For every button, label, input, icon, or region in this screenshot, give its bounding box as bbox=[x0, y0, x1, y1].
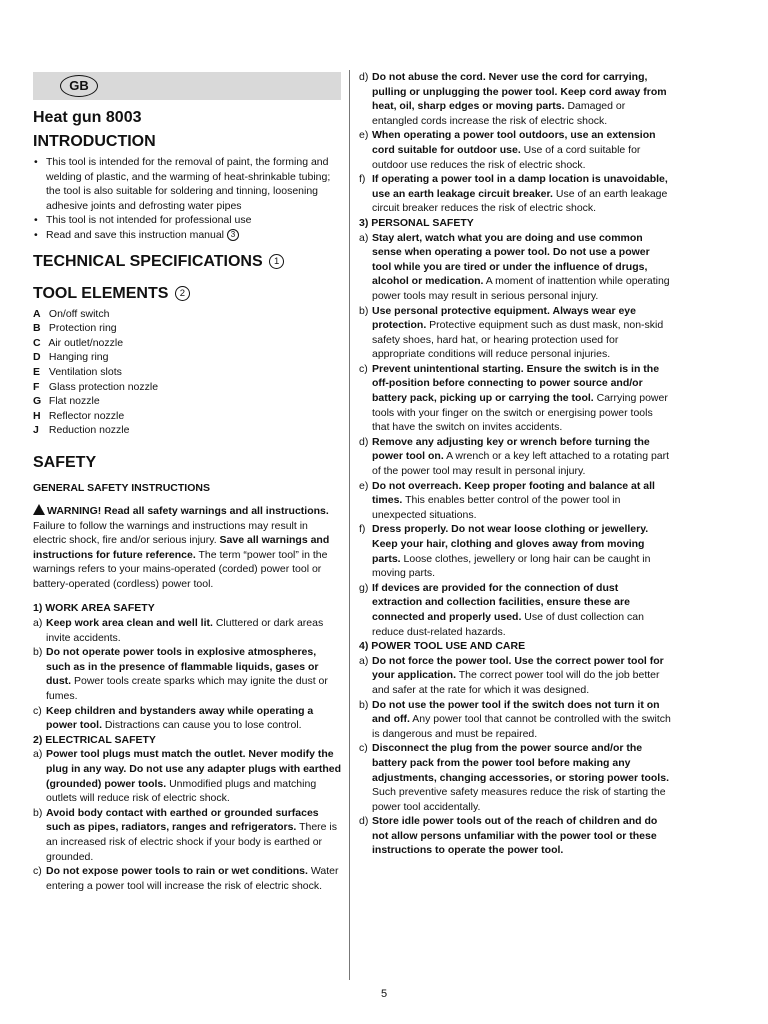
safety-item-rule: Use personal protective equipment. Always wear eye protection. bbox=[372, 304, 636, 332]
safety-item-explanation: Any power tool that cannot be controlled with the switch is dangerous and must be repaired. bbox=[372, 713, 671, 740]
safety-item-explanation: Loose clothes, jewellery or long hair can be caught in moving parts. bbox=[372, 552, 651, 580]
safety-item bbox=[359, 172, 671, 216]
safety-item-explanation: Use of dust collection can reduce dust-related hazards. bbox=[372, 610, 644, 638]
safety-item-explanation: A moment of inattention while operating power tools may result in serious personal injury. bbox=[372, 275, 670, 302]
safety-item-letter: f) bbox=[359, 523, 366, 536]
safety-item-explanation: Unmodified plugs and matching outlets will reduce risk of electric shock. bbox=[46, 777, 317, 805]
figure-ref-badge: 3 bbox=[227, 229, 239, 241]
safety-item bbox=[33, 864, 341, 893]
column-divider bbox=[349, 70, 350, 980]
tool-elements-heading: TOOL ELEMENTS 2 bbox=[33, 285, 341, 303]
safety-item-explanation: Protective equipment such as dust mask, non-skid safety shoes, hard hat, or hearing protection used for appropriate conditions will reduce personal injuries. bbox=[372, 319, 664, 361]
safety-item-rule: Avoid body contact with earthed or grounded surfaces such as pipes, radiators, ranges and refrigerators. bbox=[46, 806, 319, 834]
tool-element-letter: D bbox=[33, 351, 41, 364]
safety-item bbox=[33, 704, 341, 733]
safety-item bbox=[359, 70, 671, 128]
tool-element-label: Reduction nozzle bbox=[48, 424, 130, 437]
tool-element-item bbox=[33, 321, 341, 336]
safety-item-letter: a) bbox=[359, 654, 369, 667]
intro-heading: INTRODUCTION bbox=[33, 133, 156, 150]
intro-bullet: • Read and save this instruction manual 3 bbox=[33, 228, 341, 243]
safety-item-rule: Disconnect the plug from the power source and/or the battery pack from the power tool before making any adjustments, changing accessories, or storing power tools. bbox=[372, 742, 669, 784]
safety-item-rule: Prevent unintentional starting. Ensure the switch is in the off-position before connecting to power source and/or battery pack, picking up or carrying the tool. bbox=[372, 362, 660, 405]
safety-item bbox=[359, 814, 671, 858]
page-number: 5 bbox=[380, 988, 388, 1000]
intro-bullet: • This tool is not intended for professional use bbox=[33, 213, 341, 228]
tool-element-letter: F bbox=[33, 380, 40, 393]
safety-item-letter: d) bbox=[359, 435, 369, 448]
safety-item-explanation: Power tools create sparks which may ignite the dust or fumes. bbox=[46, 675, 328, 703]
safety-item-explanation: A wrench or a key left attached to a rotating part of the power tool may result in personal injury. bbox=[372, 450, 670, 478]
safety-item-letter: e) bbox=[359, 479, 369, 492]
safety-item-letter: b) bbox=[359, 698, 369, 711]
safety-item-explanation: Cluttered or dark areas invite accidents. bbox=[46, 617, 324, 644]
tool-element-item bbox=[33, 336, 341, 351]
safety-item bbox=[359, 581, 671, 639]
language-bar bbox=[33, 72, 341, 100]
safety-item-rule: Do not overreach. Keep proper footing and balance at all times. bbox=[372, 479, 655, 507]
safety-item-explanation: Use of a cord suitable for outdoor use reduces the risk of electric shock. bbox=[372, 143, 641, 171]
safety-item-rule: Keep children and bystanders away while operating a power tool. bbox=[46, 704, 314, 732]
safety-item bbox=[359, 654, 671, 698]
safety-item-letter: b) bbox=[33, 806, 43, 819]
safety-item-letter: c) bbox=[33, 865, 42, 878]
tool-element-label: Reflector nozzle bbox=[48, 409, 125, 422]
safety-item-letter: a) bbox=[359, 231, 369, 244]
safety-item bbox=[359, 479, 671, 523]
safety-item bbox=[359, 128, 671, 172]
safety-item-explanation: Damaged or entangled cords increase the risk of electric shock. bbox=[372, 100, 626, 127]
tool-element-label: Hanging ring bbox=[48, 351, 109, 364]
safety-item-letter: a) bbox=[33, 748, 43, 761]
intro-bullet: • This tool is intended for the removal of paint, the forming and welding of plastic, and the warming of heat-shrinkable tubing; the tool is also suitable for soldering and tinning, loosening adhesive joints and defrosting water pipes bbox=[33, 155, 341, 213]
safety-heading: SAFETY bbox=[33, 453, 97, 471]
safety-item-explanation: There is an increased risk of electric shock if your body is earthed or grounded. bbox=[46, 821, 338, 863]
power-tool-heading: 4) POWER TOOL USE AND CARE bbox=[359, 640, 526, 653]
tool-element-label: Protection ring bbox=[48, 322, 117, 335]
safety-item-rule: Do not force the power tool. Use the correct power tool for your application. bbox=[372, 654, 664, 682]
safety-item-rule: Remove any adjusting key or wrench before turning the power tool on. bbox=[372, 435, 650, 463]
warning-paragraph: WARNING! Read all safety warnings and all instructions. Failure to follow the warnings and instructions may result in electric shock, fire and/or serious injury. Save all warnings and instructions for future reference. The term “power tool” in the warnings refers to your mains-operated (corded) power tool or battery-operated (cordless) power tool. bbox=[33, 504, 330, 590]
tool-element-label: On/off switch bbox=[48, 307, 110, 320]
safety-item-letter: f) bbox=[359, 173, 366, 186]
safety-item-rule: Stay alert, watch what you are doing and use common sense when operating a power tool. Do not use a power tool while you are tired or under the influence of drugs, alcohol or medication. bbox=[372, 231, 650, 288]
safety-item-letter: a) bbox=[33, 617, 43, 630]
safety-item-rule: Do not use the power tool if the switch does not turn it on and off. bbox=[372, 698, 660, 726]
safety-item-letter: c) bbox=[33, 704, 42, 717]
safety-item-rule: Do not operate power tools in explosive atmospheres, such as in the presence of flammable liquids, gases or dust. bbox=[46, 646, 319, 688]
tool-element-item bbox=[33, 423, 341, 438]
safety-item-letter: d) bbox=[359, 71, 369, 83]
tool-element-label: Flat nozzle bbox=[48, 395, 100, 408]
safety-item-rule: If devices are provided for the connection of dust extraction and collection facilities, ensure these are connected and properly used. bbox=[372, 581, 630, 623]
work-area-heading: 1) WORK AREA SAFETY bbox=[33, 602, 155, 615]
safety-item-letter: b) bbox=[33, 646, 43, 659]
tool-element-letter: A bbox=[33, 307, 41, 320]
safety-item-explanation: The correct power tool will do the job better and safer at the rate for which it was designed. bbox=[372, 669, 660, 696]
tool-element-item bbox=[33, 394, 341, 409]
tool-element-item bbox=[33, 365, 341, 380]
safety-item bbox=[359, 435, 671, 479]
general-safety-heading: GENERAL SAFETY INSTRUCTIONS bbox=[33, 481, 210, 494]
electrical-list-right bbox=[359, 70, 671, 216]
power-tool-list bbox=[359, 654, 671, 858]
tool-elements-list bbox=[33, 307, 341, 438]
safety-item-explanation: Carrying power tools with your finger on the switch or energising power tools that have the switch on invites accidents. bbox=[372, 392, 668, 434]
work-area-list bbox=[33, 616, 341, 733]
safety-item bbox=[33, 616, 341, 645]
safety-item bbox=[359, 741, 671, 814]
tool-element-label: Glass protection nozzle bbox=[48, 380, 159, 393]
tech-spec-heading: TECHNICAL SPECIFICATIONS 1 bbox=[33, 253, 341, 271]
safety-item-explanation: Use of an earth leakage circuit breaker reduces the risk of electric shock. bbox=[372, 187, 668, 215]
tool-element-item bbox=[33, 350, 341, 365]
safety-item bbox=[359, 698, 671, 742]
right-column bbox=[359, 70, 671, 858]
safety-item-letter: c) bbox=[359, 742, 368, 755]
document-title: Heat gun 8003 bbox=[33, 109, 142, 126]
personal-list bbox=[359, 231, 671, 640]
tool-element-letter: C bbox=[33, 336, 41, 349]
electrical-list-left bbox=[33, 747, 341, 893]
tool-element-letter: E bbox=[33, 365, 41, 378]
safety-item-rule: If operating a power tool in a damp location is unavoidable, use an earth leakage circuit breaker. bbox=[372, 173, 668, 200]
safety-item-letter: b) bbox=[359, 304, 369, 317]
intro-bullets bbox=[33, 155, 341, 243]
electrical-heading: 2) ELECTRICAL SAFETY bbox=[33, 733, 156, 746]
safety-item bbox=[359, 231, 671, 304]
tool-element-item bbox=[33, 307, 341, 322]
personal-heading: 3) PERSONAL SAFETY bbox=[359, 216, 474, 229]
tool-element-letter: H bbox=[33, 409, 41, 422]
left-column bbox=[33, 72, 341, 893]
tool-element-letter: G bbox=[33, 395, 42, 408]
safety-item-letter: e) bbox=[359, 129, 369, 142]
safety-item-rule: When operating a power tool outdoors, use an extension cord suitable for outdoor use. bbox=[372, 129, 656, 156]
safety-item-rule: Do not abuse the cord. Never use the cord for carrying, pulling or unplugging the power tool. Keep cord away from heat, oil, sharp edges or moving parts. bbox=[372, 71, 667, 113]
safety-item-letter: c) bbox=[359, 362, 368, 375]
safety-item bbox=[33, 806, 341, 864]
tool-element-letter: B bbox=[33, 322, 41, 335]
figure-ref-badge: 2 bbox=[175, 286, 190, 301]
safety-item-explanation: Such preventive safety measures reduce the risk of starting the power tool accidentally. bbox=[372, 786, 666, 813]
warning-icon bbox=[33, 504, 45, 515]
safety-item-explanation: This enables better control of the power tool in unexpected situations. bbox=[372, 494, 621, 521]
safety-item-rule: Power tool plugs must match the outlet. Never modify the plug in any way. Do not use any adapter plugs with earthed (grounded) power tools. bbox=[46, 748, 342, 790]
safety-item-rule: Dress properly. Do not wear loose clothing or jewellery. Keep your hair, clothing and gloves away from moving parts. bbox=[372, 523, 649, 565]
tool-element-item bbox=[33, 380, 341, 395]
tool-element-label: Ventilation slots bbox=[48, 365, 122, 378]
tool-element-letter: J bbox=[33, 424, 39, 437]
safety-item bbox=[359, 362, 671, 435]
safety-item bbox=[33, 747, 341, 805]
safety-item bbox=[359, 304, 671, 362]
safety-item-explanation: Water entering a power tool will increase the risk of electric shock. bbox=[46, 865, 339, 892]
safety-item-rule: Keep work area clean and well lit. bbox=[46, 617, 213, 630]
safety-item-letter: g) bbox=[359, 581, 369, 594]
safety-item-rule: Store idle power tools out of the reach of children and do not allow persons unfamiliar with the power tool or these instructions to operate the power tool. bbox=[372, 815, 658, 857]
safety-item bbox=[33, 645, 341, 703]
safety-item bbox=[359, 522, 671, 580]
language-badge: GB bbox=[60, 75, 98, 97]
safety-item-rule: Do not expose power tools to rain or wet conditions. bbox=[46, 865, 308, 878]
figure-ref-badge: 1 bbox=[269, 254, 284, 269]
tool-element-item bbox=[33, 409, 341, 424]
safety-item-letter: d) bbox=[359, 815, 369, 828]
safety-item-explanation: Distractions can cause you to lose control. bbox=[102, 719, 302, 732]
tool-element-label: Air outlet/nozzle bbox=[48, 336, 124, 349]
